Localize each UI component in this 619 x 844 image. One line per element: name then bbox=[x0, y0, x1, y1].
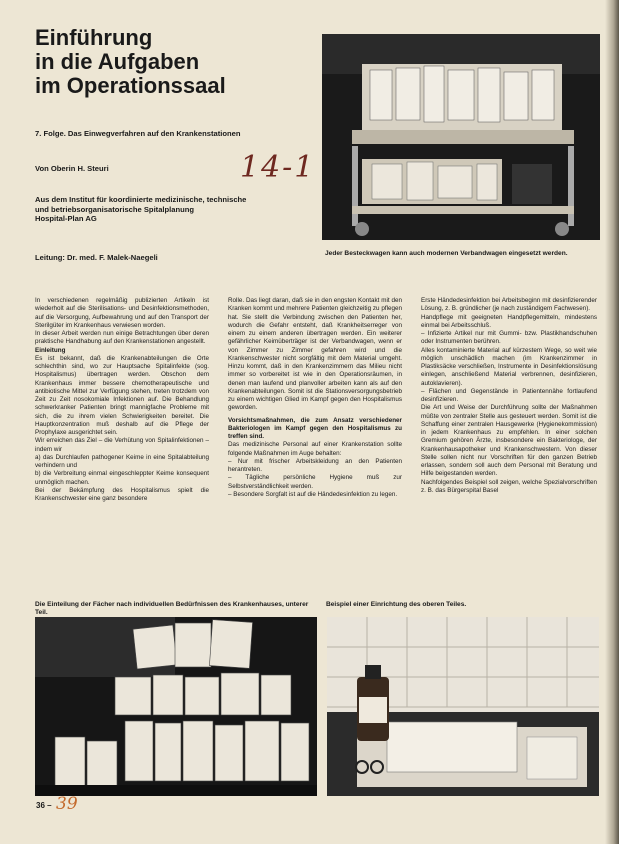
col1-list-item: a) das Durchlaufen pathogener Keime in eine Spitalabteilung verhindern und bbox=[35, 453, 209, 469]
supply-shelf-illustration bbox=[35, 617, 317, 796]
col3-paragraph: Alles kontaminierte Material auf kürzestem Wege, so weit wie möglich unschädlich machen (im Krankenzimmer in Plastiksäcke verschließen, Instrumente in Desinfektionslösung einlegen, anschließend Material verbrennen, desinfizieren, autoklavieren). bbox=[421, 346, 597, 387]
upper-tray-illustration bbox=[327, 617, 599, 796]
author-line: Von Oberin H. Steuri bbox=[35, 164, 109, 173]
series-line: 7. Folge. Das Einwegverfahren auf den Krankenstationen bbox=[35, 129, 241, 138]
col3-list-item: – Flächen und Gegenstände in Patientennähe fortlaufend desinfizieren. bbox=[421, 387, 597, 403]
col1-paragraph: Bei der Bekämpfung des Hospitalismus spielt die Krankenschwester eine ganz besondere bbox=[35, 486, 209, 502]
col2-paragraph: Rolle. Das liegt daran, daß sie in den engsten Kontakt mit den Kranken kommt und mehrere Patienten gleichzeitig zu pflegen hat. Sie stellt die Verbindung zwischen den Patienten her, wodurch die Gefahr entsteht, daß Krankheitserreger von einem zu einem anderen übertragen werden. Ein weiterer gefährlicher Keimüberträger ist der Verbandwagen, wenn er von Zimmer zu Zimmer gefahren wird und die Krankenschwester nicht sorgfältig mit dem Material umgeht. Hinzu kommt, daß in den Krankenzimmern das Milieu nicht immer so vorbereitet ist wie in den Operationsräumen, in denen man laufend und planvoller arbeiten kann als auf den Krankenabteilungen. Somit ist die Stationsversorgungsbetrieb zu einem wichtigen Glied im Kampf gegen den Hospitalismus geworden. bbox=[228, 297, 402, 412]
photo-caption-right: Beispiel einer Einrichtung des oberen Teiles. bbox=[326, 600, 467, 608]
col3-paragraph: Die Art und Weise der Durchführung sollte der Maßnahmen müßte von zentraler Stelle aus gesteuert werden. Somit ist die Schaffung einer zentralen Hausgewerke (Hygienekommission) in jedem Krankenhaus zu empfehlen. In einer solchen Gremium gehören Ärzte, insbesondere ein Bakteriologe, der Krankenhausapotheker und Krankenschwestern. Von dieser Stelle sollen nicht nur Vorschriften für den ganzen Betrieb erlassen, sondern soll auch dem Personal mit Beratung und Hilfe beigestanden werden. bbox=[421, 404, 597, 478]
title-line-2: in die Aufgaben bbox=[35, 49, 200, 74]
text-column-2 bbox=[228, 297, 402, 499]
col3-paragraph: Erste Händedesinfektion bei Arbeitsbeginn mit desinfizierender Lösung, z. B. gründlicher (je nach zuständigem Fachwesen). bbox=[421, 297, 597, 313]
photo-caption-left: Die Einteilung der Fächer nach individuellen Bedürfnissen des Krankenhauses, unterer Teil. bbox=[35, 600, 309, 617]
col3-paragraph: Handpflege mit geeigneten Handpflegemitteln, mindestens einmal bei Arbeitsschluß. bbox=[421, 313, 597, 329]
col2-list-item: – Tägliche persönliche Hygiene muß zur Selbstverständlichkeit werden. bbox=[228, 474, 402, 490]
col3-list-item: – Infizierte Artikel nur mit Gummi- bzw. Plastikhandschuhen oder Instrumenten berühren. bbox=[421, 330, 597, 346]
page-binding-shadow bbox=[605, 0, 619, 844]
institute-line-2: und betriebsorganisatorische Spitalplanung bbox=[35, 204, 195, 214]
supply-shelf-photo bbox=[35, 617, 317, 796]
col3-paragraph: Nachfolgendes Beispiel soll zeigen, welche Spezialvorschriften z. B. das Bürgerspital Basel bbox=[421, 478, 597, 494]
page-number: 36 – bbox=[36, 801, 52, 810]
text-column-1 bbox=[35, 297, 209, 503]
cart-photo bbox=[322, 34, 600, 240]
institute-line-1: Aus dem Institut für koordinierte medizinische, technische bbox=[35, 195, 247, 204]
institute-line-3: Hospital-Plan AG bbox=[35, 214, 97, 223]
section-heading: Vorsichtsmaßnahmen, die zum Ansatz verschiedener Bakteriologen im Kampf gegen den Hospitalismus zu treffen sind. bbox=[228, 416, 402, 440]
text-column-3 bbox=[421, 297, 597, 495]
col2-list-item: – Besondere Sorgfalt ist auf die Händedesinfektion zu legen. bbox=[228, 490, 398, 498]
section-heading: Einleitung bbox=[35, 346, 66, 354]
handwritten-mark: 14-1 bbox=[240, 150, 316, 185]
article-title bbox=[35, 26, 285, 98]
photo-caption-top: Jeder Besteckwagen kann auch modernen Verbandwagen eingesetzt werden. bbox=[325, 249, 568, 257]
col2-list-item: – Nur mit frischer Arbeitskleidung an den Patienten herantreten. bbox=[228, 457, 402, 473]
title-line-1: Einführung bbox=[35, 25, 153, 50]
title-line-3: im Operationssaal bbox=[35, 73, 226, 98]
lead-line: Leitung: Dr. med. F. Malek-Naegeli bbox=[35, 253, 158, 262]
col2-paragraph: Das medizinische Personal auf einer Krankenstation sollte folgende Maßnahmen im Auge behalten: bbox=[228, 441, 402, 457]
institute-block bbox=[35, 195, 335, 224]
col1-paragraph: In verschiedenen regelmäßig publizierten Artikeln ist wiederholt auf die Sterilisations- und Desinfektionsmethoden, auf die Versorgung, Aufbewahrung und auf den Transport der Sterilgüter im Krankenhaus verwiesen worden. bbox=[35, 297, 209, 329]
col1-list-item: b) die Verbreitung einmal eingeschleppter Keime konsequent unmöglich machen. bbox=[35, 470, 209, 486]
col1-paragraph: Es ist bekannt, daß die Krankenabteilungen die Orte schlechthin sind, wo zur Hauptsache Spitalinfekte (sog. Hospitalismus) übertragen werden. Obschon dem Krankenhaus immer bessere chemotherapeutische und antibiotische Mittel zur Verfügung stehen, treten trotzdem von Zeit zu Zeit nosokomiale Infektionen auf. Die Behandlung schwerkranker Patienten bringt mannigfache Probleme mit sich, die zu ihrem vielen Schwierigkeiten bereitet. Die Hauptkonzentration muß deshalb auf die Pflege der Prophylaxe ausgerichtet sein. bbox=[35, 354, 209, 436]
upper-tray-photo bbox=[327, 617, 599, 796]
cart-illustration bbox=[322, 34, 600, 240]
col1-paragraph: In dieser Arbeit werden nun einige Betrachtungen über deren praktische Handhabung auf den Krankenstationen angestellt. bbox=[35, 330, 209, 346]
col1-paragraph: Wir erreichen das Ziel – die Verhütung von Spitalinfektionen – indem wir bbox=[35, 437, 209, 453]
handwritten-page-number: 39 bbox=[56, 794, 78, 814]
